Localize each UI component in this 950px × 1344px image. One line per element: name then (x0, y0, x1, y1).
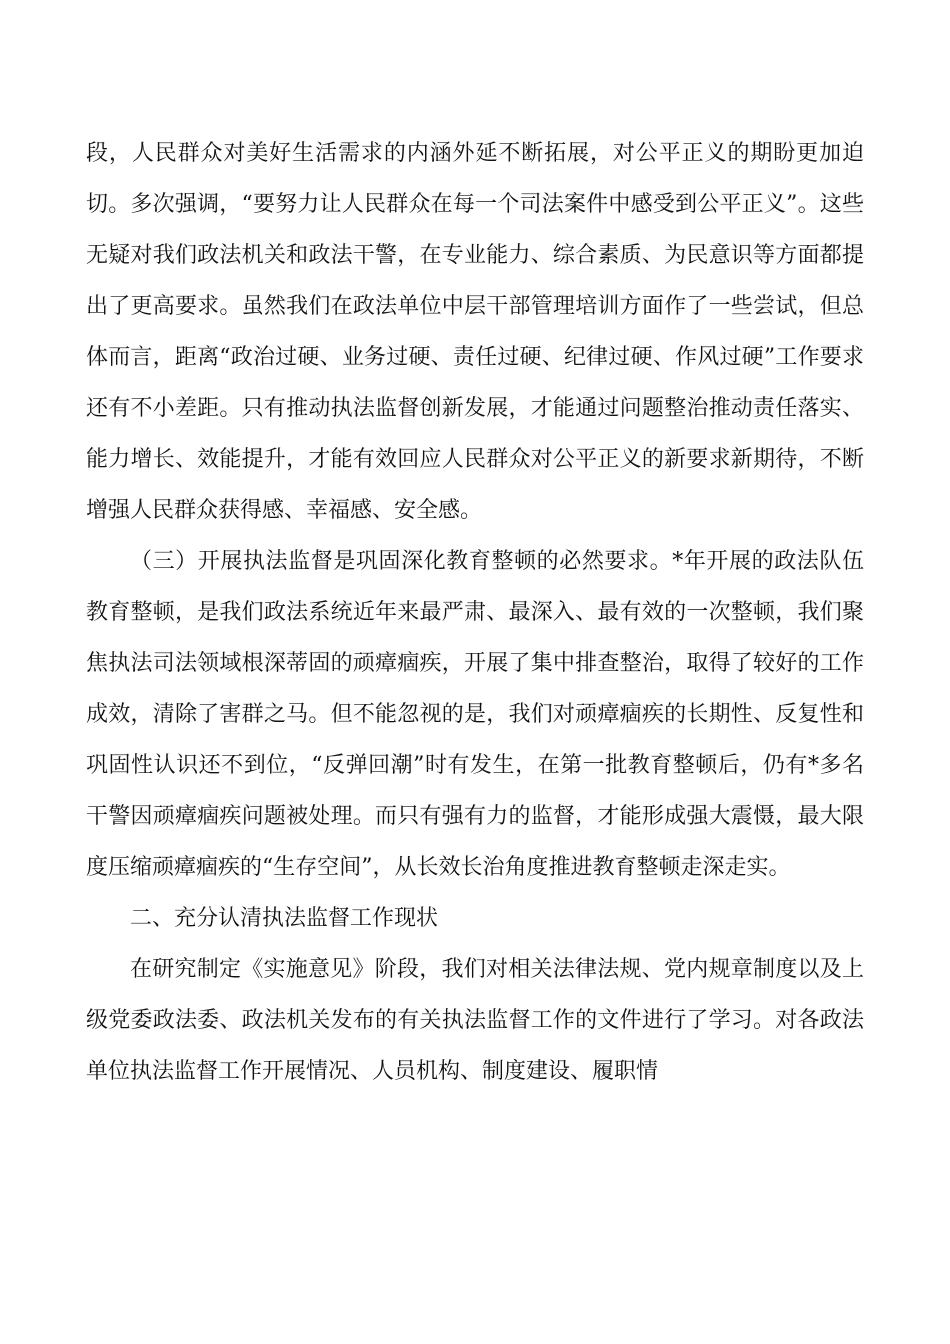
body-paragraph-3: 在研究制定《实施意见》阶段，我们对相关法律法规、党内规章制度以及上级党委政法委、政法机关发布的有关执法监督工作的文件进行了学习。对各政法单位执法监督工作开展情况、人员机构、制度建设、履职情 (86, 957, 864, 1084)
document-body (86, 128, 864, 1097)
body-paragraph-2: （三）开展执法监督是巩固深化教育整顿的必然要求。*年开展的政法队伍教育整顿，是我们政法系统近年来最严肃、最深入、最有效的一次整顿，我们聚焦执法司法领域根深蒂固的顽瘴痼疾，开展了集中排查整治，取得了较好的工作成效，清除了害群之马。但不能忽视的是，我们对顽瘴痼疾的长期性、反复性和巩固性认识还不到位，“反弹回潮”时有发生，在第一批教育整顿后，仍有*多名干警因顽瘴痼疾问题被处理。而只有强有力的监督，才能形成强大震慑，最大限度压缩顽瘴痼疾的“生存空间”，从长效长治角度推进教育整顿走深走实。 (86, 549, 864, 880)
body-paragraph-1: 段，人民群众对美好生活需求的内涵外延不断拓展，对公平正义的期盼更加迫切。多次强调，“要努力让人民群众在每一个司法案件中感受到公平正义”。这些无疑对我们政法机关和政法干警，在专业能力、综合素质、为民意识等方面都提出了更高要求。虽然我们在政法单位中层干部管理培训方面作了一些尝试，但总体而言，距离“政治过硬、业务过硬、责任过硬、纪律过硬、作风过硬”工作要求还有不小差距。只有推动执法监督创新发展，才能通过问题整治推动责任落实、能力增长、效能提升，才能有效回应人民群众对公平正义的新要求新期待，不断增强人民群众获得感、幸福感、安全感。 (86, 141, 864, 523)
section-heading: 二、充分认清执法监督工作现状 (130, 906, 439, 931)
